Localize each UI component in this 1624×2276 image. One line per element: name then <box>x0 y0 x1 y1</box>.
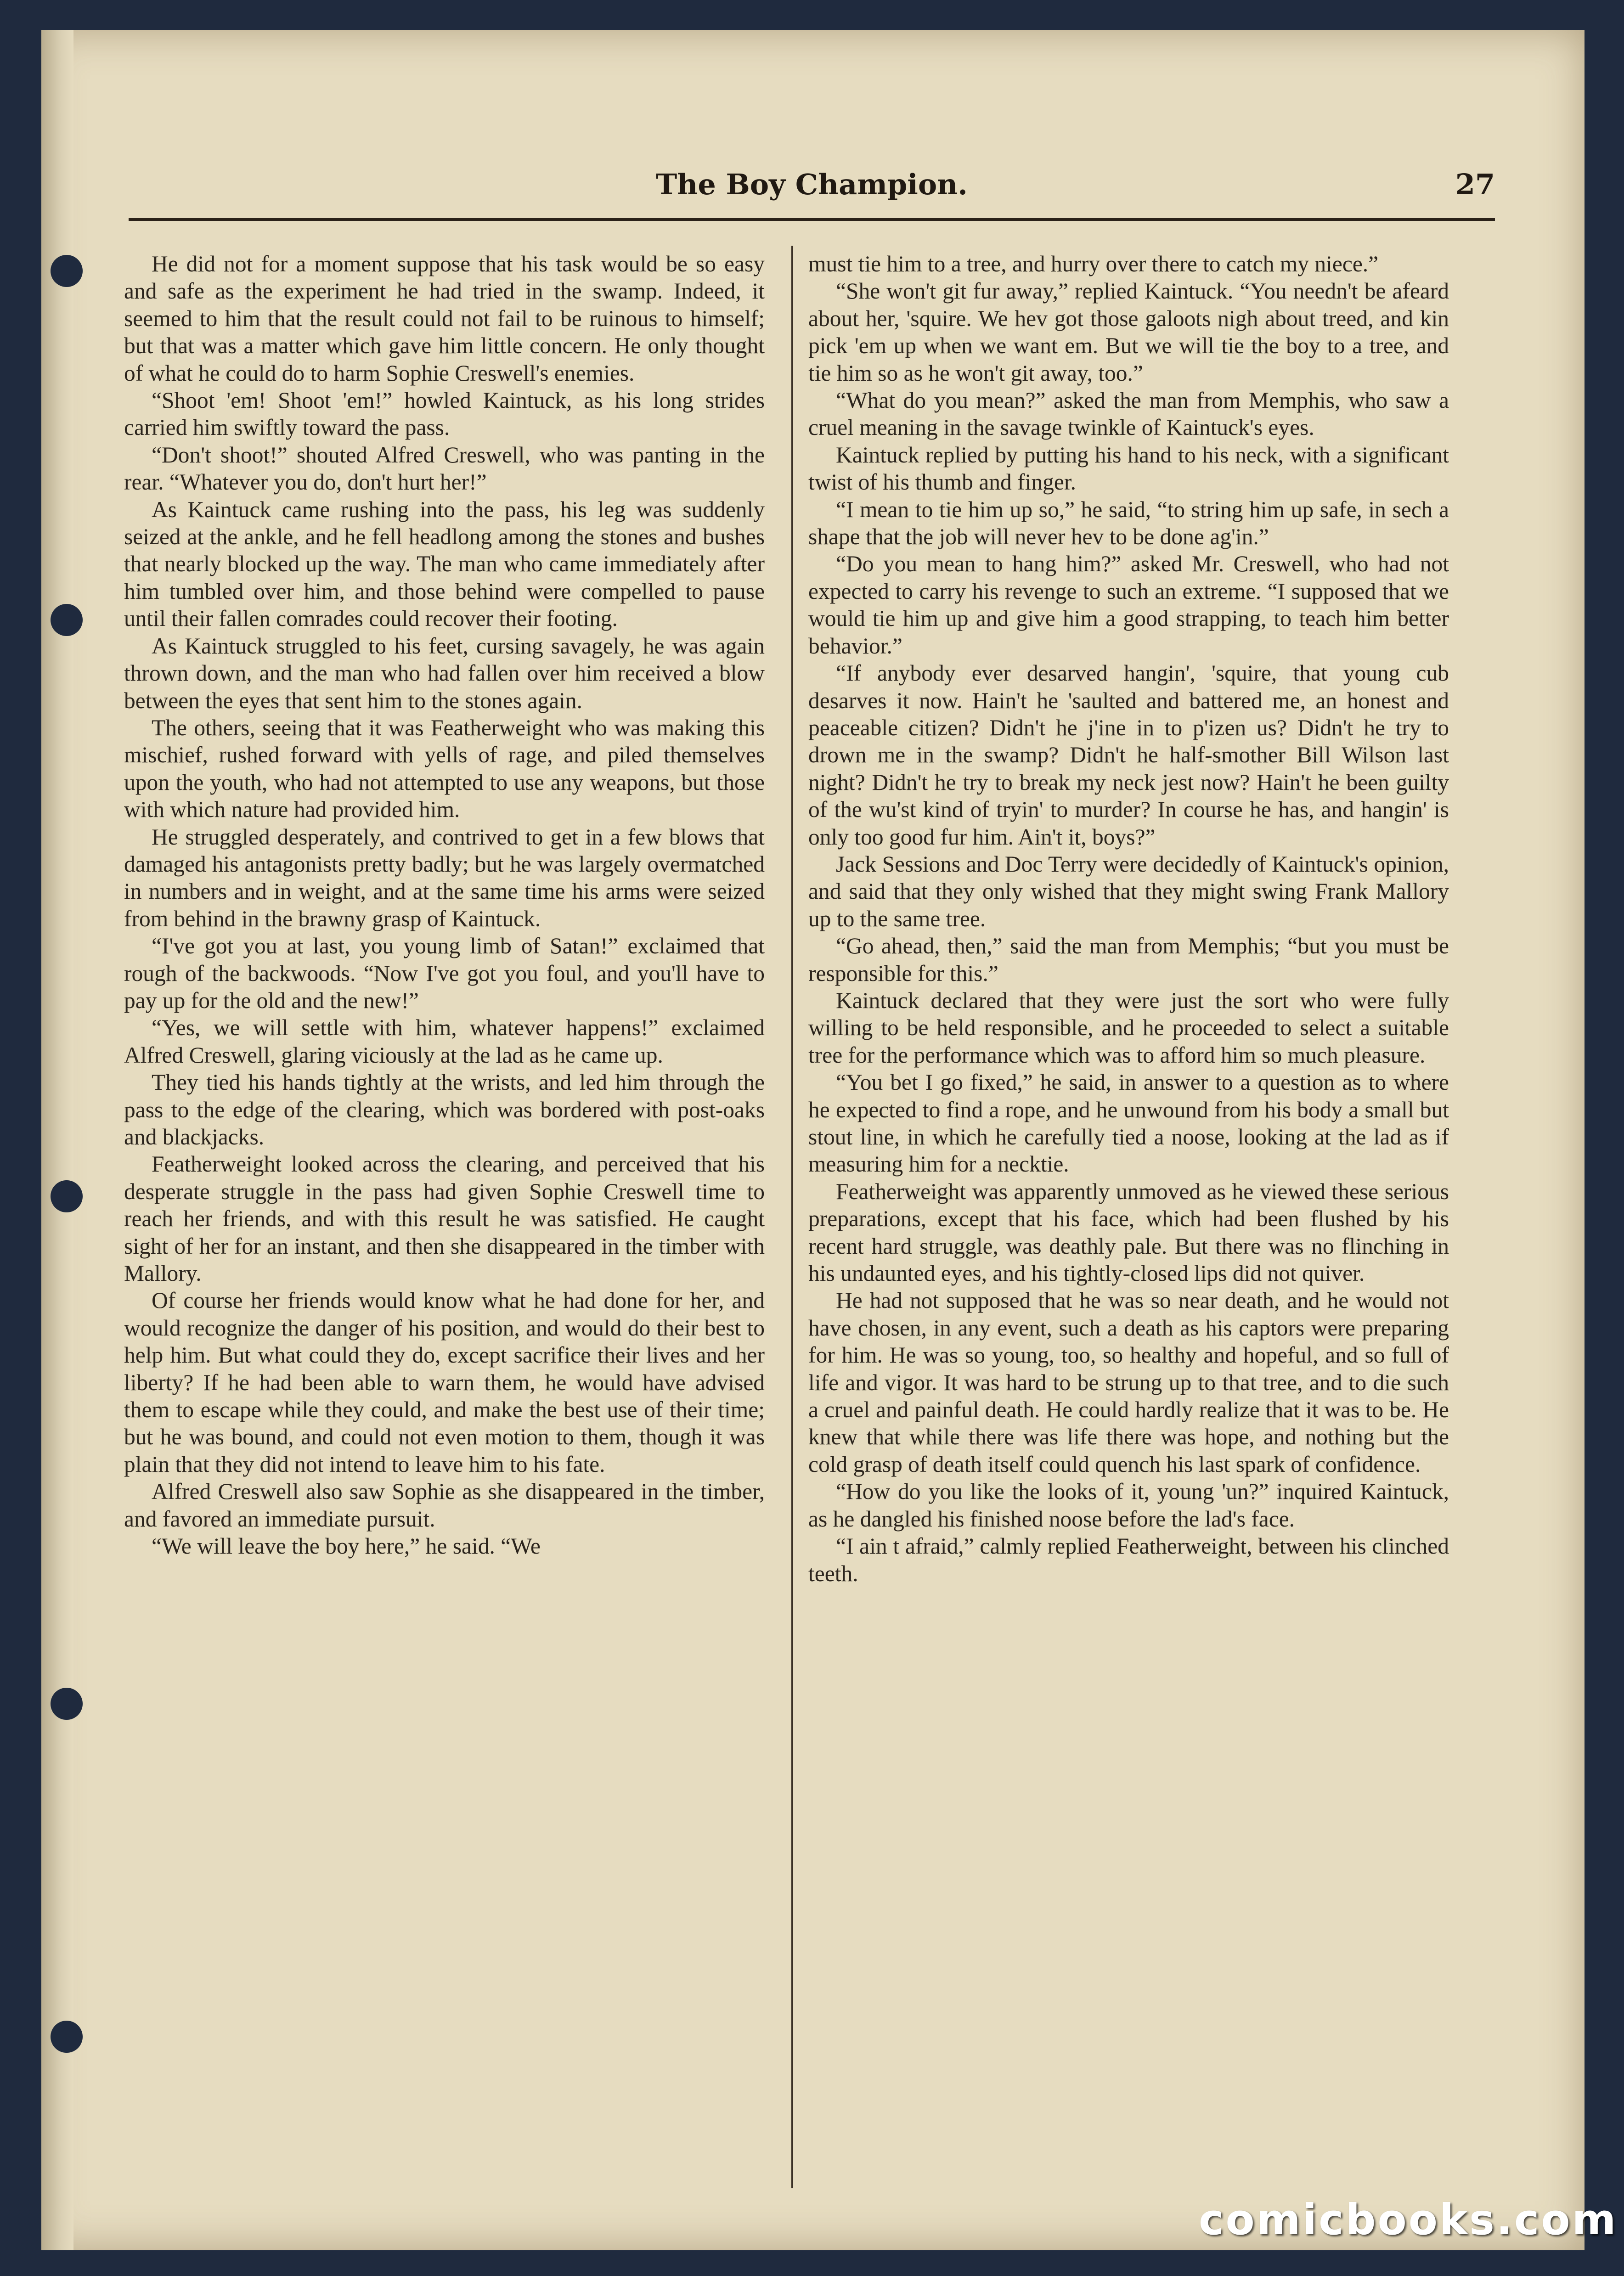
paragraph: must tie him to a tree, and hurry over there to catch my niece.” <box>808 251 1379 276</box>
paragraph: “We will leave the boy here,” he said. “We <box>152 1533 541 1559</box>
paragraph: “Shoot 'em! Shoot 'em!” howled Kaintuck, as his long strides carried him swiftly toward the pass. <box>124 388 765 440</box>
paragraph: They tied his hands tightly at the wrists, and led him through the pass to the edge of the clearing, which was bordered with post-oaks and blackjacks. <box>124 1070 765 1149</box>
paragraph: “What do you mean?” asked the man from Memphis, who saw a cruel meaning in the savage twinkle of Kaintuck's eyes. <box>808 388 1449 440</box>
paragraph: As Kaintuck came rushing into the pass, his leg was suddenly seized at the ankle, and he fell headlong among the stones and bushes that nearly blocked up the way. The man who came immediately after him tumbled over him, and those behind were compelled to pause until their fallen comrades could recover their footing. <box>124 496 765 631</box>
paragraph: Kaintuck replied by putting his hand to his neck, with a significant twist of his thumb and finger. <box>808 442 1449 495</box>
paragraph: He had not supposed that he was so near death, and he would not have chosen, in any event, such a death as his captors were preparing for him. He was so young, too, so healthy and hopeful, and so full of life and vigor. It was hard to be strung up to that tree, and to die such a cruel and painful death. He could hardly realize that it was to be. He knew that while there was life there was hope, and nothing but the cold grasp of death itself could quench his last spark of confidence. <box>808 1288 1449 1477</box>
binding-hole <box>51 2021 83 2053</box>
paragraph: “I've got you at last, you young limb of Satan!” exclaimed that rough of the backwoods. “Now I've got you foul, and you'll have to pay up for the old and the new!” <box>124 933 765 1013</box>
paragraph: “You bet I go fixed,” he said, in answer to a question as to where he expected to find a rope, and he unwound from his body a small but stout line, in which he carefully tied a noose, looking at the lad as if measuring him for a necktie. <box>808 1070 1449 1177</box>
paragraph: He did not for a moment suppose that his task would be so easy and safe as the experiment he had tried in the swamp. Indeed, it seemed to him that the result could not fail to be ruinous to himself; but that was a matter which gave him little concern. He only thought of what he could do to harm Sophie Creswell's enemies. <box>124 251 765 386</box>
paragraph: “Do you mean to hang him?” asked Mr. Creswell, who had not expected to carry his revenge to such an extreme. “I supposed that we would tie him up and give him a good strapping, to teach him better behavior.” <box>808 551 1449 659</box>
running-header <box>129 168 1495 221</box>
paragraph: “I ain t afraid,” calmly replied Featherweight, between his clinched teeth. <box>808 1533 1449 1586</box>
paragraph: The others, seeing that it was Featherweight who was making this mischief, rushed forward with yells of rage, and piled themselves upon the youth, who had not attempted to use any weapons, but those with which nature had provided him. <box>124 715 765 823</box>
binding-hole <box>51 604 83 636</box>
header-title: The Boy Champion. <box>656 168 968 201</box>
paragraph: “She won't git fur away,” replied Kaintuck. “You needn't be afeard about her, 'squire. We hev got those galoots nigh about treed, and kin pick 'em up when we want em. But we will tie the boy to a tree, and tie him so as he won't git away, too.” <box>808 278 1449 386</box>
binding-hole <box>51 255 83 287</box>
paragraph: Alfred Creswell also saw Sophie as she disappeared in the timber, and favored an immediate pursuit. <box>124 1479 765 1532</box>
column-divider <box>791 246 793 2188</box>
left-column <box>124 250 765 1560</box>
paragraph: Featherweight was apparently unmoved as he viewed these serious preparations, except that his face, which had been flushed by his recent hard struggle, was deathly pale. But there was no flinching in his undaunted eyes, and his tightly-closed lips did not quiver. <box>808 1178 1449 1286</box>
paragraph: “Don't shoot!” shouted Alfred Creswell, who was panting in the rear. “Whatever you do, don't hurt her!” <box>124 442 765 495</box>
paragraph: As Kaintuck struggled to his feet, cursing savagely, he was again thrown down, and the man who had fallen over him received a blow between the eyes that sent him to the stones again. <box>124 633 765 713</box>
magazine-page <box>41 30 1585 2250</box>
paragraph: Of course her friends would know what he had done for her, and would recognize the danger of his position, and would do their best to help him. But what could they do, except sacrifice their lives and her liberty? If he had been able to warn them, he would have advised them to escape while they could, and make the best use of their time; but he was bound, and could not even motion to them, though it was plain that they did not intend to leave him to his fate. <box>124 1288 765 1477</box>
page-number: 27 <box>1455 168 1495 201</box>
binding-hole <box>51 1180 83 1212</box>
paragraph: He struggled desperately, and contrived to get in a few blows that damaged his antagonists pretty badly; but he was largely overmatched in numbers and in weight, and at the same time his arms were seized from behind in the brawny grasp of Kaintuck. <box>124 824 765 931</box>
paragraph: “Go ahead, then,” said the man from Memphis; “but you must be responsible for this.” <box>808 933 1449 986</box>
paragraph: “I mean to tie him up so,” he said, “to string him up safe, in sech a shape that the job will never hev to be done ag'in.” <box>808 496 1449 550</box>
paragraph: “Yes, we will settle with him, whatever happens!” exclaimed Alfred Creswell, glaring viciously at the lad as he came up. <box>124 1015 765 1068</box>
paragraph: “If anybody ever desarved hangin', 'squire, that young cub desarves it now. Hain't he 'saulted and battered me, an honest and peaceable citizen? Didn't he j'ine in to p'izen us? Didn't he try to drown me in the swamp? Didn't he half-smother Bill Wilson last night? Didn't he try to break my neck jest now? Hain't he been guilty of the wu'st kind of tryin' to murder? In course he has, and hangin' is only too good fur him. Ain't it, boys?” <box>808 660 1449 850</box>
right-column <box>808 250 1449 1587</box>
paragraph: “How do you like the looks of it, young 'un?” inquired Kaintuck, as he dangled his finished noose before the lad's face. <box>808 1479 1449 1532</box>
binding-hole <box>51 1688 83 1720</box>
paragraph: Jack Sessions and Doc Terry were decidedly of Kaintuck's opinion, and said that they only wished that they might swing Frank Mallory up to the same tree. <box>808 851 1449 931</box>
page-spine <box>41 30 73 2250</box>
paragraph: Featherweight looked across the clearing, and perceived that his desperate struggle in the pass had given Sophie Creswell time to reach her friends, and with this result he was satisfied. He caught sight of her for an instant, and then she disappeared in the timber with Mallory. <box>124 1151 765 1286</box>
paragraph: Kaintuck declared that they were just the sort who were fully willing to be held responsible, and he proceeded to select a suitable tree for the performance which was to afford him so much pleasure. <box>808 987 1449 1068</box>
watermark: comicbooks.com <box>1199 2195 1618 2244</box>
